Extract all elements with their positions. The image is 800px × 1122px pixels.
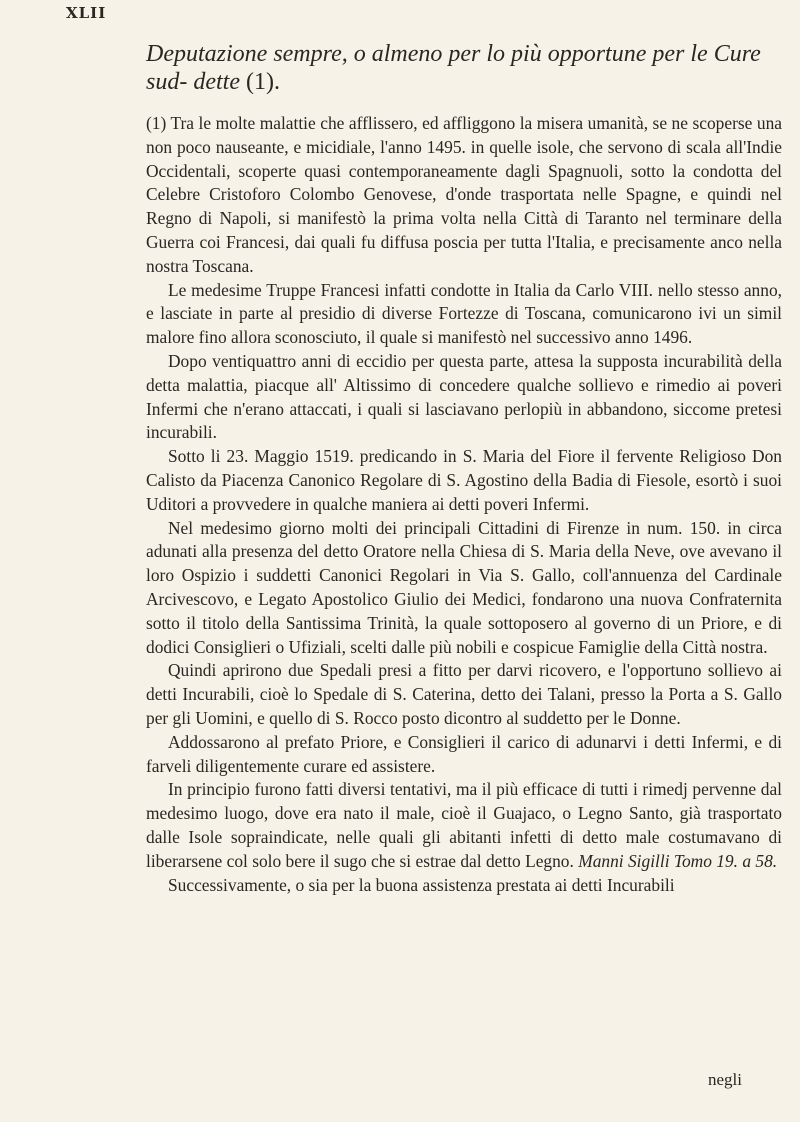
footnote-paragraph: Nel medesimo giorno molti dei principali Cittadini di Firenze in num. 150. in circa adunati alla presenza del detto Oratore nella Chiesa di S. Maria della Neve, ove avevano il loro Ospizio i suddetti Canonici Regolari in Via S. Gallo, coll'annuenza del Cardinale Arcivescovo, e Legato Apostolico Giulio dei Medici, fondarono una nuova Confraternita sotto il titolo della Santissima Trinità, la quale sottoposero al governo di un Priore, e di dodici Consiglieri o Ufiziali, scelti dalle più nobili e cospicue Famiglie della Città nostra. bbox=[146, 517, 782, 657]
footnote-paragraph: Quindi aprirono due Spedali presi a fitto per darvi ricovero, e l'opportuno sollievo ai detti Incurabili, cioè lo Spedale di S. Caterina, detto dei Talani, presso la Porta a S. Gallo per gli Uomini, e quello di S. Rocco posto dicontro al suddetto per le Donne. bbox=[146, 660, 782, 728]
paragraph-text: In principio furono fatti diversi tentativi, ma il più efficace di tutti i rimedj pervenne dal medesimo luogo, dove era nato il male, cioè il Guajaco, o Legno Santo, già trasportato dalle Isole sopraindicate, nelle quali gli abitanti infetti di detto male costumavano di liberarsene col solo bere il sugo che si estrae dal detto Legno. bbox=[146, 779, 782, 871]
catchword: negli bbox=[708, 1070, 742, 1089]
footnote-paragraph bbox=[146, 778, 782, 873]
footnote bbox=[146, 112, 782, 897]
footnote-paragraph: (1) Tra le molte malattie che afflissero, ed affliggono la misera umanità, se ne scoperse una non poco nauseante, e micidiale, l'anno 1495. in quelle isole, che servono di scala all'Indie Occidentali, scoperte quasi contemporaneamente dagli Spagnuoli, sotto la condotta del Celebre Cristoforo Colombo Genovese, d'onde trasportata nelle Spagne, e quindi nel Regno di Napoli, si manifestò la prima volta nella Città di Taranto nel terminare della Guerra coi Francesi, dai quali fu diffusa poscia per tutta l'Italia, e precisamente anco nella nostra Toscana. bbox=[146, 113, 782, 276]
footnote-paragraph: Successivamente, o sia per la buona assistenza prestata ai detti Incurabili bbox=[168, 874, 675, 895]
citation: Manni Sigilli Tomo 19. a 58. bbox=[578, 850, 778, 871]
footnote-reference: (1). bbox=[245, 69, 280, 95]
lead-sentence: Deputazione sempre, o almeno per lo più opportune per le Cure sud- dette bbox=[146, 41, 761, 95]
footnote-paragraph: Addossarono al prefato Priore, e Consiglieri il carico di adunarvi i detti Infermi, e di farveli diligentemente curare ed assistere. bbox=[146, 731, 782, 776]
footnote-paragraph: Le medesime Truppe Francesi infatti condotte in Italia da Carlo VIII. nello stesso anno, e lasciate in parte al presidio di diverse Fortezze di Toscana, comunicarono ivi un simil malore fino allora sconosciuto, il quale si manifestò nel successivo anno 1496. bbox=[146, 279, 782, 348]
page-number: XLII bbox=[66, 4, 107, 22]
footnote-paragraph: Sotto li 23. Maggio 1519. predicando in S. Maria del Fiore il fervente Religioso Don Calisto da Piacenza Canonico Regolare di S. Agostino della Badia di Fiesole, esortò i suoi Uditori a provvedere in qualche maniera ai detti poveri Infermi. bbox=[146, 446, 782, 514]
lead-text bbox=[146, 40, 766, 96]
footnote-paragraph: Dopo ventiquattro anni di eccidio per questa parte, attesa la supposta incurabilità della detta malattia, piacque all' Altissimo di concedere qualche sollievo e rimedio ai poveri Infermi che n'erano attaccati, i quali si lasciavano perlopiù in abbandono, siccome pretesi incurabili. bbox=[146, 350, 782, 443]
